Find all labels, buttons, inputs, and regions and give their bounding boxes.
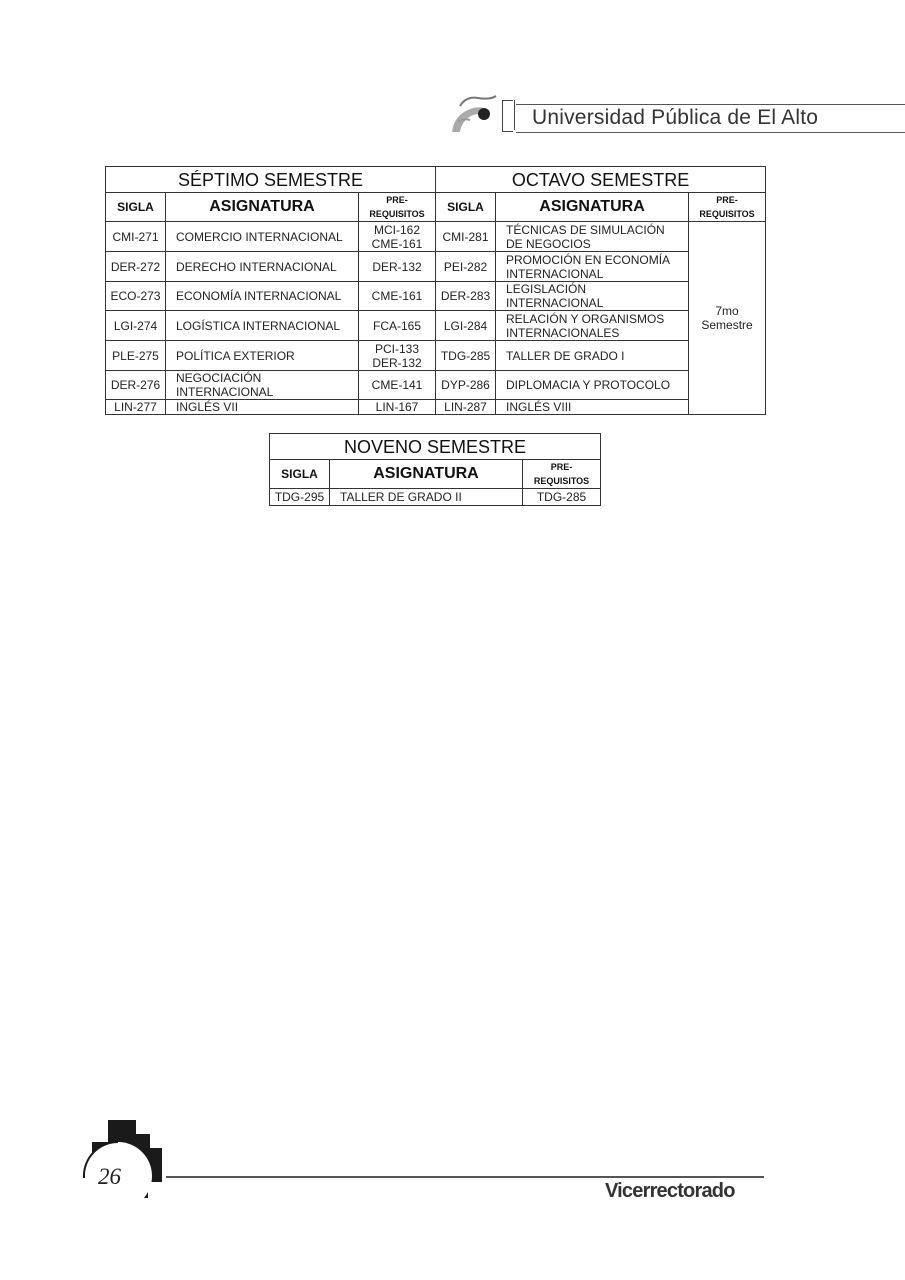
page-corner-ornament-icon: [82, 1120, 166, 1200]
prereq-cell: TDG-285: [523, 489, 601, 506]
noveno-title: NOVENO SEMESTRE: [270, 434, 601, 460]
university-logo-icon: [450, 92, 502, 136]
sigla-cell: TDG-295: [270, 489, 330, 506]
noveno-col-asignatura: ASIGNATURA: [330, 460, 523, 489]
asignatura-cell: PROMOCIÓN EN ECONOMÍA INTERNACIONAL: [496, 252, 689, 282]
asignatura-cell: ECONOMÍA INTERNACIONAL: [166, 282, 359, 311]
sigla-cell: CMI-271: [106, 222, 166, 252]
sigla-cell: CMI-281: [436, 222, 496, 252]
asignatura-cell: INGLÉS VII: [166, 400, 359, 415]
noveno-col-prereq: PRE-REQUISITOS: [523, 460, 601, 489]
asignatura-cell: TALLER DE GRADO I: [496, 341, 689, 371]
curriculum-table-7-8: [105, 166, 766, 415]
octavo-col-prereq: PRE-REQUISITOS: [689, 193, 766, 222]
table-row: [106, 282, 766, 311]
septimo-col-asignatura: ASIGNATURA: [166, 193, 359, 222]
table-row: [106, 400, 766, 415]
prereq-cell: MCI-162 CME-161: [359, 222, 436, 252]
footer-rule: [166, 1176, 764, 1178]
asignatura-cell: TALLER DE GRADO II: [330, 489, 523, 506]
vicerrectorado-logo: Vicerrectorado: [605, 1180, 735, 1202]
asignatura-cell: POLÍTICA EXTERIOR: [166, 341, 359, 371]
prereq-cell: FCA-165: [359, 311, 436, 341]
prereq-cell: CME-161: [359, 282, 436, 311]
asignatura-cell: NEGOCIACIÓN INTERNACIONAL: [166, 371, 359, 400]
prereq-cell: DER-132: [359, 252, 436, 282]
sigla-cell: ECO-273: [106, 282, 166, 311]
prereq-cell: PCI-133 DER-132: [359, 341, 436, 371]
table-row: [106, 252, 766, 282]
sigla-cell: LGI-274: [106, 311, 166, 341]
sigla-cell: DYP-286: [436, 371, 496, 400]
sigla-cell: DER-276: [106, 371, 166, 400]
asignatura-cell: INGLÉS VIII: [496, 400, 689, 415]
header-rule-bottom: [516, 132, 905, 133]
sigla-cell: PEI-282: [436, 252, 496, 282]
octavo-prereq-all: 7mo Semestre: [689, 222, 766, 415]
asignatura-cell: LEGISLACIÓN INTERNACIONAL: [496, 282, 689, 311]
septimo-col-sigla: SIGLA: [106, 193, 166, 222]
page-header: [450, 92, 905, 142]
sigla-cell: TDG-285: [436, 341, 496, 371]
sigla-cell: LIN-277: [106, 400, 166, 415]
table-row: [106, 371, 766, 400]
table-row: [106, 222, 766, 252]
university-name: Universidad Pública de El Alto: [532, 106, 819, 129]
sigla-cell: DER-272: [106, 252, 166, 282]
table-row: [106, 341, 766, 371]
asignatura-cell: TÉCNICAS DE SIMULACIÓN DE NEGOCIOS: [496, 222, 689, 252]
table-row: [106, 311, 766, 341]
asignatura-cell: LOGÍSTICA INTERNACIONAL: [166, 311, 359, 341]
octavo-col-asignatura: ASIGNATURA: [496, 193, 689, 222]
asignatura-cell: DERECHO INTERNACIONAL: [166, 252, 359, 282]
header-rule-top: [516, 104, 905, 105]
asignatura-cell: RELACIÓN Y ORGANISMOS INTERNACIONALES: [496, 311, 689, 341]
sigla-cell: LIN-287: [436, 400, 496, 415]
page-number: 26: [98, 1164, 121, 1189]
septimo-title: SÉPTIMO SEMESTRE: [106, 167, 436, 193]
noveno-col-sigla: SIGLA: [270, 460, 330, 489]
curriculum-table-9: [269, 433, 601, 506]
octavo-col-sigla: SIGLA: [436, 193, 496, 222]
sigla-cell: LGI-284: [436, 311, 496, 341]
asignatura-cell: COMERCIO INTERNACIONAL: [166, 222, 359, 252]
table-row: [270, 489, 601, 506]
septimo-col-prereq: PRE-REQUISITOS: [359, 193, 436, 222]
asignatura-cell: DIPLOMACIA Y PROTOCOLO: [496, 371, 689, 400]
header-bracket-inner: [508, 100, 515, 130]
octavo-title: OCTAVO SEMESTRE: [436, 167, 766, 193]
sigla-cell: PLE-275: [106, 341, 166, 371]
prereq-cell: LIN-167: [359, 400, 436, 415]
prereq-cell: CME-141: [359, 371, 436, 400]
sigla-cell: DER-283: [436, 282, 496, 311]
